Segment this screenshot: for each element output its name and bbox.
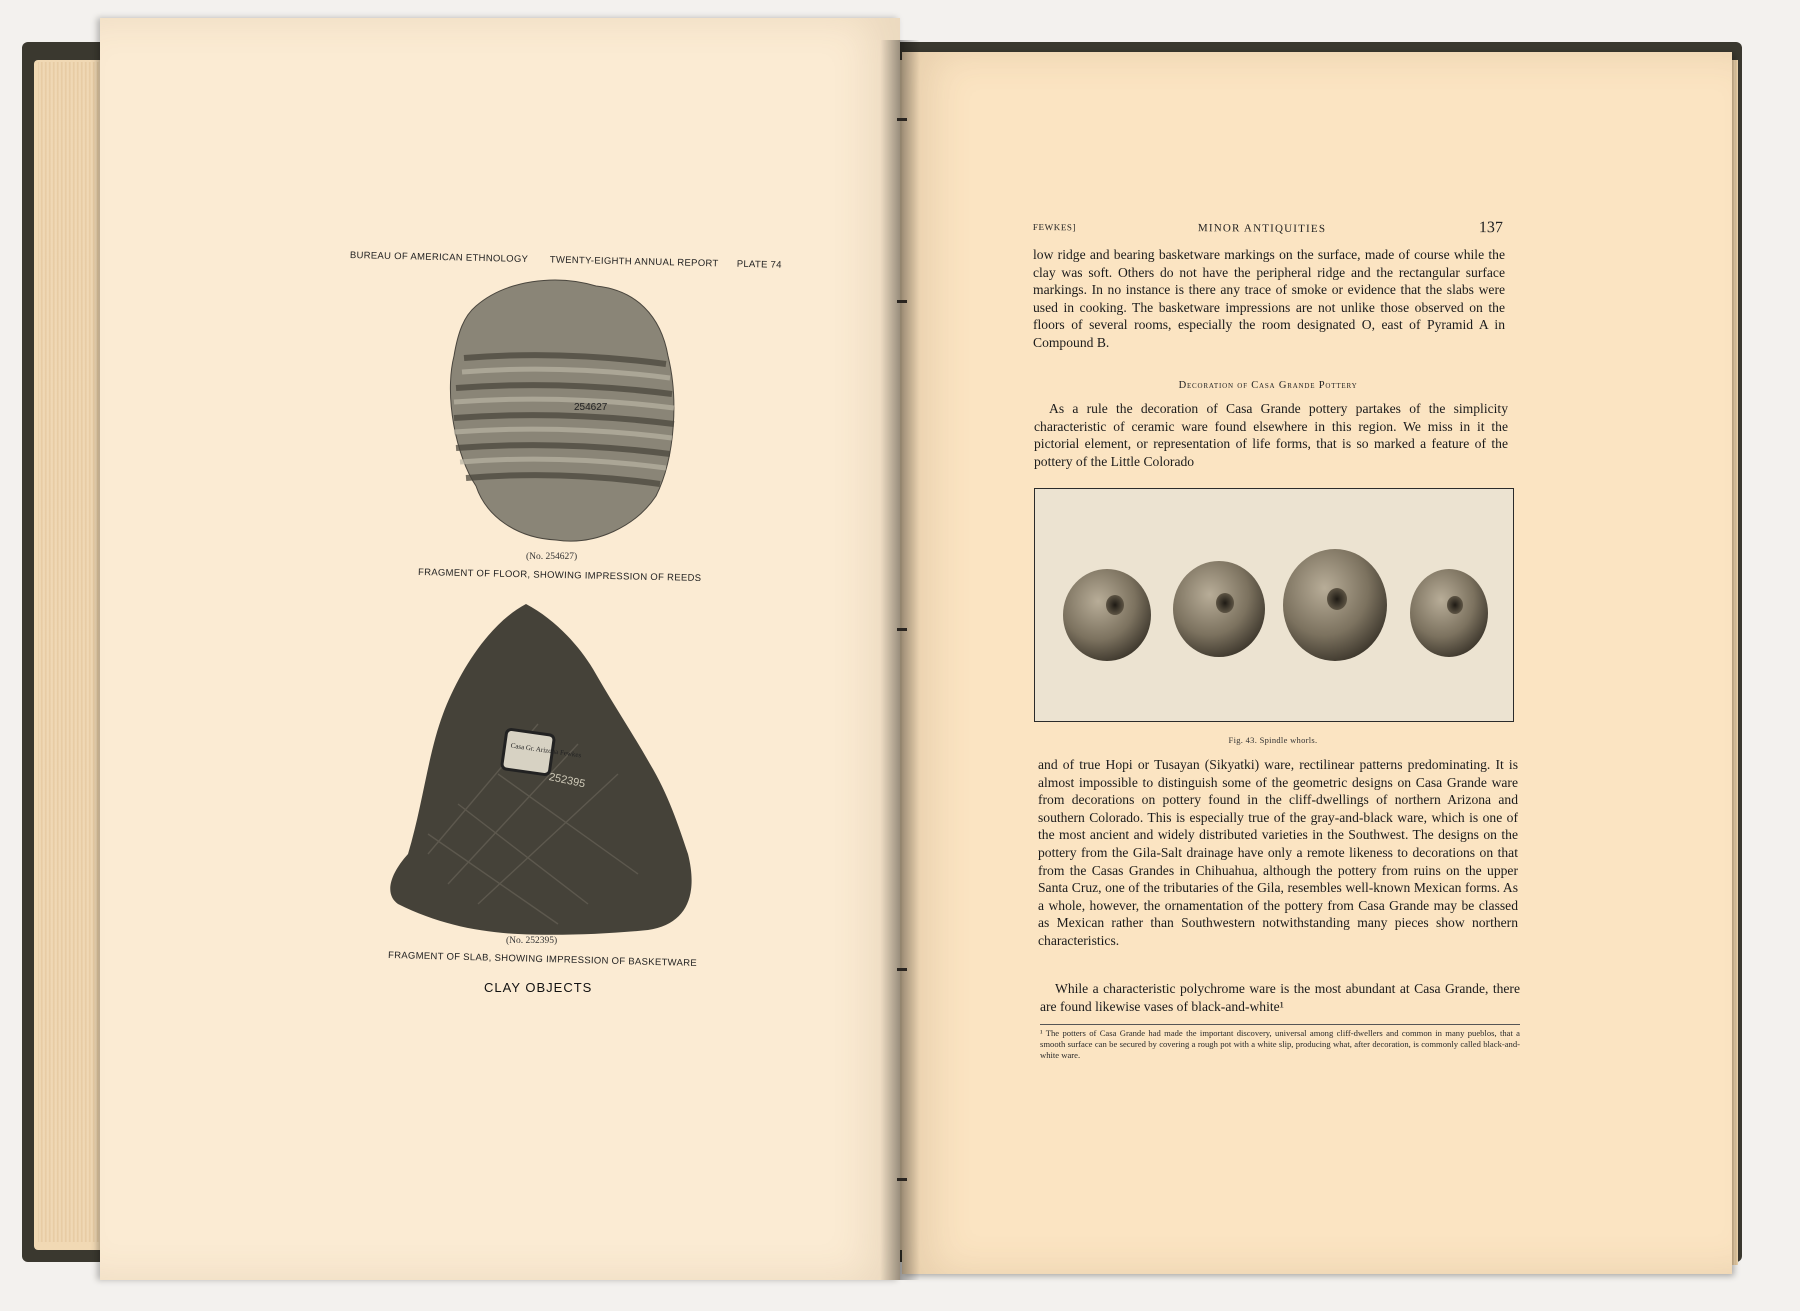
section-heading: Decoration of Casa Grande Pottery (1178, 380, 1358, 391)
figure2-caption: FRAGMENT OF SLAB, SHOWING IMPRESSION OF BASKETWARE (387, 949, 698, 970)
floor-specimen-label: 254627 (574, 402, 608, 413)
spindle-whorl-2 (1173, 561, 1265, 657)
paragraph-polychrome: While a characteristic polychrome ware is the most abundant at Casa Grande, there are found likewise vases of black-and-white¹ (1040, 981, 1520, 1014)
running-head-author: FEWKES] (1032, 221, 1077, 233)
figure1-caption: FRAGMENT OF FLOOR, SHOWING IMPRESSION OF REEDS (417, 567, 702, 584)
spindle-whorl-4 (1410, 569, 1488, 657)
slab-fragment-photo (388, 604, 698, 944)
spindle-whorl-3 (1283, 549, 1387, 661)
binding-stitch (897, 628, 907, 631)
plate-header-plate: PLATE 74 (736, 258, 782, 271)
spine-shadow (880, 40, 920, 1280)
binding-stitch (897, 968, 907, 971)
slab-specimen-label: 252395 (547, 771, 587, 791)
floor-fragment-photo (446, 276, 676, 544)
binding-stitch (897, 300, 907, 303)
paragraph-hopi-ware: and of true Hopi or Tusayan (Sikyatki) ware, rectilinear patterns predominating. It is almost impossible to distinguish some of the geometric designs on Casa Grande ware from decorations on pottery found in the cliff-dwellings of northern Arizona and southern Colorado. This is especially true of the gray-and-black ware, which is one of the most ancient and widely distributed varieties in the Southwest. The designs on the pottery from the Gila-Salt drainage have only a remote likeness to decorations on that from the Casas Grandes in Chihuahua, although the pottery from ruins on the upper Santa Cruz, one of the tributaries of the Gila, resembles well-known Mexican forms. As a whole, however, the ornamentation of the pottery from Casa Grande may be classed as Mexican rather than Southwestern notwithstanding many pieces show northern characteristics. (1038, 757, 1518, 948)
figure-caption: Fig. 43. Spindle whorls. (1228, 735, 1318, 745)
page-number: 137 (1478, 219, 1504, 237)
running-head (1033, 218, 1503, 241)
plate-header-report: TWENTY-EIGHTH ANNUAL REPORT (549, 254, 719, 270)
binding-stitch (897, 1178, 907, 1181)
spindle-whorls-photo (1035, 489, 1513, 721)
binding-stitch (897, 118, 907, 121)
running-head-title: MINOR ANTIQUITIES (1197, 222, 1327, 236)
slab-specimen-tag: Casa Gr. Arizona Fewkes (510, 741, 582, 760)
paragraph-basketware: low ridge and bearing basketware markings on the surface, made of course while the clay was soft. Others do not have the peripheral ridge and the rectangular surface markings. In no instance is there any trace of smoke or evidence that the slabs were used in cooking. The basketware impressions are not unlike those observed on the floors of several rooms, especially the room designated O, east of Pyramid A in Compound B. (1033, 247, 1505, 350)
footnote-rule (1040, 1024, 1520, 1025)
figure2-number: (No. 252395) (506, 936, 558, 946)
plate-title: CLAY OBJECTS (484, 980, 593, 995)
spindle-whorl-1 (1063, 569, 1151, 661)
spindle-whorls-figure (1034, 488, 1514, 722)
figure1-number: (No. 254627) (526, 552, 578, 562)
plate-header-series: BUREAU OF AMERICAN ETHNOLOGY (349, 250, 529, 266)
footnote: ¹ The potters of Casa Grande had made the important discovery, universal among cliff-dwellers and common in many pueblos, that a smooth surface can be secured by covering a rough pot with a white slip, producing what, after decoration, is commonly called black-and-white ware. (1040, 1028, 1520, 1061)
paragraph-decoration: As a rule the decoration of Casa Grande pottery partakes of the simplicity characteristic of ceramic ware found elsewhere in this region. We miss in it the pictorial element, or representation of life forms, that is so marked a feature of the pottery of the Little Colorado (1034, 401, 1508, 469)
